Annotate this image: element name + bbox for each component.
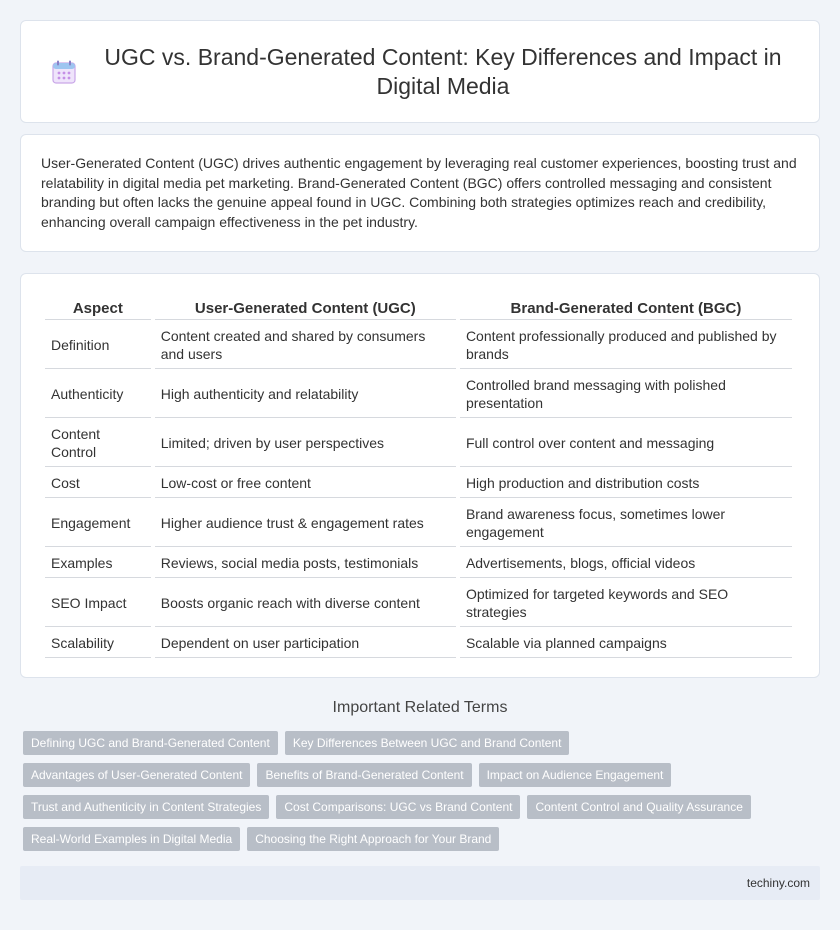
page-title: UGC vs. Brand-Generated Content: Key Differences and Impact in Digital Media (104, 43, 782, 99)
related-term-tag[interactable]: Real-World Examples in Digital Media (23, 827, 240, 851)
header-bgc: Brand-Generated Content (BGC) (460, 298, 792, 320)
header-card (20, 20, 820, 123)
footer (20, 866, 820, 900)
cell-ugc: High authenticity and relatability (155, 371, 456, 418)
cell-ugc: Dependent on user participation (155, 629, 456, 658)
related-term-tag[interactable]: Content Control and Quality Assurance (527, 795, 750, 819)
cell-aspect: Engagement (45, 500, 151, 547)
calendar-icon (51, 59, 77, 85)
table-row (45, 580, 792, 627)
related-term-tag[interactable]: Cost Comparisons: UGC vs Brand Content (276, 795, 520, 819)
cell-bgc: Controlled brand messaging with polished presentation (460, 371, 792, 418)
header-aspect: Aspect (45, 298, 151, 320)
related-term-tag[interactable]: Impact on Audience Engagement (479, 763, 672, 787)
table-row (45, 322, 792, 369)
related-terms-list (23, 731, 803, 851)
cell-ugc: Reviews, social media posts, testimonials (155, 549, 456, 578)
table-header-row (45, 298, 792, 320)
related-term-tag[interactable]: Benefits of Brand-Generated Content (257, 763, 471, 787)
cell-bgc: Scalable via planned campaigns (460, 629, 792, 658)
cell-bgc: Optimized for targeted keywords and SEO strategies (460, 580, 792, 627)
table-row (45, 549, 792, 578)
cell-ugc: Boosts organic reach with diverse content (155, 580, 456, 627)
cell-ugc: Limited; driven by user perspectives (155, 420, 456, 467)
cell-aspect: Examples (45, 549, 151, 578)
cell-bgc: Brand awareness focus, sometimes lower engagement (460, 500, 792, 547)
table-row (45, 420, 792, 467)
cell-aspect: Scalability (45, 629, 151, 658)
table-row (45, 371, 792, 418)
cell-aspect: Authenticity (45, 371, 151, 418)
table-row (45, 629, 792, 658)
comparison-table (41, 296, 796, 660)
cell-aspect: Content Control (45, 420, 151, 467)
header-ugc: User-Generated Content (UGC) (155, 298, 456, 320)
footer-site-link[interactable]: techiny.com (746, 876, 810, 890)
cell-bgc: Full control over content and messaging (460, 420, 792, 467)
related-term-tag[interactable]: Trust and Authenticity in Content Strategies (23, 795, 269, 819)
table-row (45, 500, 792, 547)
cell-ugc: Content created and shared by consumers and users (155, 322, 456, 369)
related-term-tag[interactable]: Key Differences Between UGC and Brand Content (285, 731, 570, 755)
related-term-tag[interactable]: Defining UGC and Brand-Generated Content (23, 731, 278, 755)
intro-card (20, 134, 820, 252)
intro-paragraph: User-Generated Content (UGC) drives authentic engagement by leveraging real customer experiences, boosting trust and relatability in digital media pet marketing. Brand-Generated Content (BGC) offers controlled messaging and consistent branding but often lacks the genuine appeal found in UGC. Combining both strategies optimizes reach and credibility, enhancing overall campaign effectiveness in the pet industry. (41, 155, 797, 230)
cell-bgc: Content professionally produced and published by brands (460, 322, 792, 369)
table-row (45, 469, 792, 498)
related-terms-heading: Important Related Terms (332, 699, 508, 716)
cell-aspect: Definition (45, 322, 151, 369)
related-term-tag[interactable]: Choosing the Right Approach for Your Brand (247, 827, 499, 851)
related-term-tag[interactable]: Advantages of User-Generated Content (23, 763, 250, 787)
cell-ugc: Low-cost or free content (155, 469, 456, 498)
cell-aspect: Cost (45, 469, 151, 498)
cell-ugc: Higher audience trust & engagement rates (155, 500, 456, 547)
cell-aspect: SEO Impact (45, 580, 151, 627)
cell-bgc: Advertisements, blogs, official videos (460, 549, 792, 578)
cell-bgc: High production and distribution costs (460, 469, 792, 498)
comparison-table-card (20, 273, 820, 678)
